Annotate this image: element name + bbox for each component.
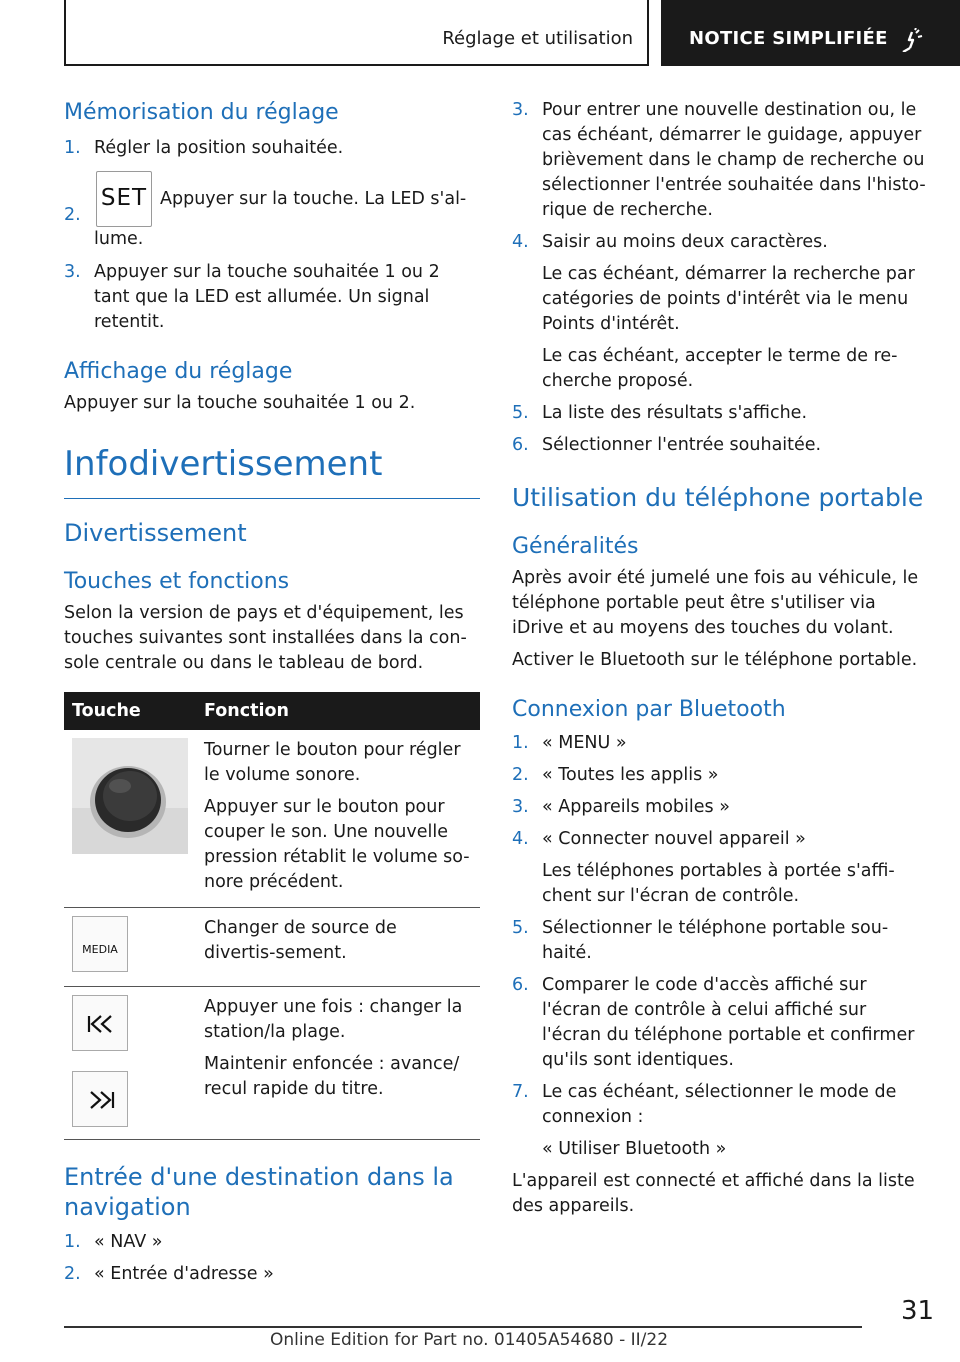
footer-divider [64, 1326, 862, 1328]
step-text: Sélectionner le téléphone portable sou-haité. [542, 918, 889, 963]
set-key-icon [96, 171, 152, 227]
step-text: « Entrée d'adresse » [94, 1264, 274, 1284]
header-tab [661, 0, 960, 66]
right-column [512, 98, 928, 1219]
bt-step-2 [512, 763, 928, 788]
keys-heading: Touches et fonctions [64, 569, 290, 594]
step-text: Sélectionner l'entrée souhaitée. [542, 435, 822, 455]
nav-step-6 [512, 433, 928, 458]
general-text-1: Après avoir été jumelé une fois au véhicule, le téléphone portable peut être s'utiliser via iDrive et au moyens des touches du volant. [512, 568, 919, 638]
keys-intro: Selon la version de pays et d'équipement, les touches suivantes sont installées dans la con-sole centrale ou dans le tableau de bord. [64, 603, 467, 673]
memo-step-2 [64, 171, 480, 252]
step-number: 6. [512, 435, 529, 455]
function-text: Appuyer une fois : changer la station/la plage. [204, 997, 463, 1042]
function-text: Tourner le bouton pour régler le volume sonore. [204, 740, 461, 785]
bt-step-7 [512, 1080, 928, 1162]
bluetooth-heading: Connexion par Bluetooth [512, 697, 786, 722]
display-text: Appuyer sur la touche souhaitée 1 ou 2. [64, 393, 416, 413]
step-text: La liste des résultats s'affiche. [542, 403, 808, 423]
table-header-row [64, 692, 480, 730]
general-text-2: Activer le Bluetooth sur le téléphone portable. [512, 650, 918, 670]
header-section-box [64, 0, 649, 66]
step-text: « MENU » [542, 733, 627, 753]
step-continuation: « Utiliser Bluetooth » [542, 1139, 727, 1159]
bt-step-3 [512, 795, 928, 820]
step-number: 2. [64, 1264, 81, 1284]
step-number: 2. [512, 765, 529, 785]
function-text: Appuyer sur le bouton pour couper le son. Une nouvelle pression rétablit le volume so-nore précédent. [204, 797, 470, 892]
step-text: Régler la position souhaitée. [94, 138, 344, 158]
step-number: 6. [512, 975, 529, 995]
quick-guide-icon [899, 28, 925, 52]
function-text: Maintenir enfoncée : avance/ recul rapide du titre. [204, 1054, 460, 1099]
media-key-icon [72, 916, 128, 972]
general-heading: Généralités [512, 534, 639, 559]
memo-step-3 [64, 260, 480, 335]
step-text: « Toutes les applis » [542, 765, 719, 785]
memo-step-1 [64, 136, 480, 161]
step-number: 1. [64, 1232, 81, 1252]
page-number: 31 [901, 1296, 935, 1326]
step-number: 1. [512, 733, 529, 753]
function-text: Changer de source de divertis-sement. [204, 918, 397, 963]
step-text: Pour entrer une nouvelle destination ou, le cas échéant, démarrer le guidage, appuyer brièvement dans le champ de recherche ou sélectionner l'entrée souhaitée dans l'histo-rique de recherche. [542, 100, 926, 220]
bt-step-5 [512, 916, 928, 966]
skip-forward-icon [72, 1071, 128, 1127]
col-header-function: Fonction [196, 692, 480, 730]
step-number: 3. [512, 100, 529, 120]
step-number: 1. [64, 138, 81, 158]
nav-step-4 [512, 230, 928, 394]
nav-step-2 [64, 1262, 480, 1287]
step-text: Comparer le code d'accès affiché sur l'écran de contrôle à celui affiché sur l'écran du téléphone portable et confirmer qu'ils sont identiques. [542, 975, 915, 1070]
step-text: « Appareils mobiles » [542, 797, 730, 817]
step-continuation: Le cas échéant, accepter le terme de re-cherche proposé. [542, 346, 898, 391]
step-continuation: Le cas échéant, démarrer la recherche par catégories de points d'intérêt via le menu Points d'intérêt. [542, 264, 915, 334]
step-number: 3. [512, 797, 529, 817]
table-row [64, 908, 480, 987]
memo-heading: Mémorisation du réglage [64, 100, 339, 125]
volume-knob-icon [72, 738, 188, 854]
keys-table [64, 692, 480, 1140]
col-header-key: Touche [64, 692, 196, 730]
nav-heading: Entrée d'une destination dans la navigation [64, 1163, 454, 1221]
step-continuation: Les téléphones portables à portée s'affi-chent sur l'écran de contrôle. [542, 861, 895, 906]
media-key-label: MEDIA [82, 943, 118, 956]
step-text: Le cas échéant, sélectionner le mode de connexion : [542, 1082, 897, 1127]
phone-section-title: Utilisation du téléphone portable [512, 483, 924, 512]
bt-final-text: L'appareil est connecté et affiché dans la liste des appareils. [512, 1171, 915, 1216]
section-title: Divertissement [64, 519, 247, 547]
footer-edition: Online Edition for Part no. 01405A54680 - II/22 [270, 1330, 669, 1350]
step-number: 5. [512, 918, 529, 938]
set-key-label: SET [100, 185, 148, 211]
display-heading: Affichage du réglage [64, 359, 293, 384]
table-row [64, 987, 480, 1140]
step-text: Appuyer sur la touche souhaitée 1 ou 2 tant que la LED est allumée. Un signal retentit. [94, 262, 440, 332]
nav-step-1 [64, 1230, 480, 1255]
header-section-title: Réglage et utilisation [442, 28, 633, 49]
step-text: « Connecter nouvel appareil » [542, 829, 806, 849]
step-number: 7. [512, 1082, 529, 1102]
bt-step-6 [512, 973, 928, 1073]
step-number: 4. [512, 829, 529, 849]
bt-step-1 [512, 731, 928, 756]
chapter-title: Infodivertissement [64, 442, 480, 499]
step-number: 2. [64, 205, 81, 225]
step-number: 3. [64, 262, 81, 282]
step-text: Saisir au moins deux caractères. [542, 232, 828, 252]
left-column [64, 98, 480, 1287]
nav-step-5 [512, 401, 928, 426]
step-text: Appuyer sur la touche. La LED s'al-lume. [94, 189, 467, 249]
step-number: 4. [512, 232, 529, 252]
step-text: « NAV » [94, 1232, 163, 1252]
table-row [64, 730, 480, 908]
nav-step-3 [512, 98, 928, 223]
bt-step-4 [512, 827, 928, 909]
step-number: 5. [512, 403, 529, 423]
skip-back-icon [72, 995, 128, 1051]
header-tab-label: NOTICE SIMPLIFIÉE [689, 28, 888, 49]
